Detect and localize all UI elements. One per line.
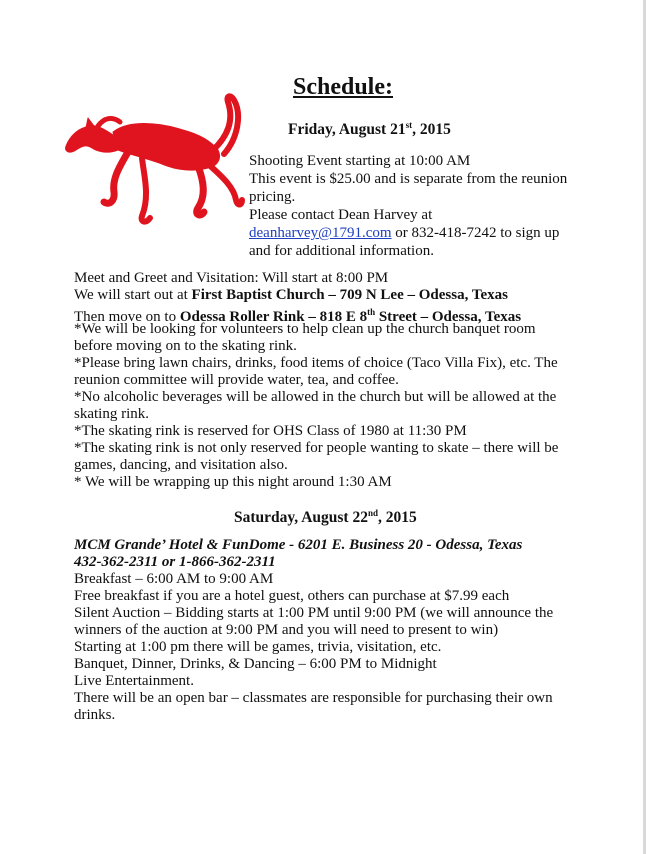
note-line: skating rink. — [74, 406, 149, 422]
note-line: games, dancing, and visitation also. — [74, 457, 288, 473]
saturday-date: Saturday, August 22nd, 2015 — [234, 508, 417, 527]
bucking-bronco-icon — [58, 92, 248, 242]
note-line: before moving on to the skating rink. — [74, 338, 297, 354]
start-line: We will start out at First Baptist Church – 709 N Lee – Odessa, Texas — [74, 287, 508, 303]
note-line: * We will be wrapping up this night around 1:30 AM — [74, 474, 392, 490]
friday-date: Friday, August 21st, 2015 — [288, 120, 451, 139]
note-line: *Please bring lawn chairs, drinks, food items of choice (Taco Villa Fix), etc. The — [74, 355, 558, 371]
move-line: Then move on to Odessa Roller Rink – 818 E 8th Street – Odessa, Texas — [74, 307, 522, 325]
schedule-line: Silent Auction – Bidding starts at 1:00 PM until 9:00 PM (we will announce the — [74, 605, 554, 621]
note-line: *The skating rink is reserved for OHS Class of 1980 at 11:30 PM — [74, 423, 467, 439]
phone-line: 432-362-2311 or 1-866-362-2311 — [74, 554, 276, 570]
note-line: *No alcoholic beverages will be allowed in the church but will be allowed at the — [74, 389, 557, 405]
note-line: reunion committee will provide water, tea, and coffee. — [74, 372, 399, 388]
schedule-line: Live Entertainment. — [74, 673, 194, 689]
schedule-line: Free breakfast if you are a hotel guest, others can purchase at $7.99 each — [74, 588, 510, 604]
shooting-line-6: and for additional information. — [249, 243, 434, 259]
note-line: *The skating rink is not only reserved for people wanting to skate – there will be — [74, 440, 559, 456]
schedule-line: Banquet, Dinner, Drinks, & Dancing – 6:00 PM to Midnight — [74, 656, 437, 672]
schedule-line: Starting at 1:00 pm there will be games, trivia, visitation, etc. — [74, 639, 442, 655]
shooting-line-1: Shooting Event starting at 10:00 AM — [249, 153, 471, 169]
shooting-line-3: pricing. — [249, 189, 296, 205]
page-title: Schedule: — [292, 74, 393, 100]
shooting-line-5: deanharvey@1791.com or 832-418-7242 to sign up — [249, 225, 560, 241]
schedule-line: Breakfast – 6:00 AM to 9:00 AM — [74, 571, 274, 587]
venue-line: MCM Grande’ Hotel & FunDome - 6201 E. Business 20 - Odessa, Texas — [74, 537, 523, 553]
meet-line: Meet and Greet and Visitation: Will start at 8:00 PM — [74, 270, 389, 286]
note-line: *We will be looking for volunteers to help clean up the church banquet room — [74, 321, 536, 337]
schedule-line: There will be an open bar – classmates are responsible for purchasing their own — [74, 690, 553, 706]
shooting-line-2: This event is $25.00 and is separate from the reunion — [249, 171, 568, 187]
schedule-line: winners of the auction at 9:00 PM and you will need to present to win) — [74, 622, 499, 638]
shooting-line-4: Please contact Dean Harvey at — [249, 207, 433, 223]
email-link[interactable]: deanharvey@1791.com — [249, 225, 392, 241]
schedule-line: drinks. — [74, 707, 116, 723]
